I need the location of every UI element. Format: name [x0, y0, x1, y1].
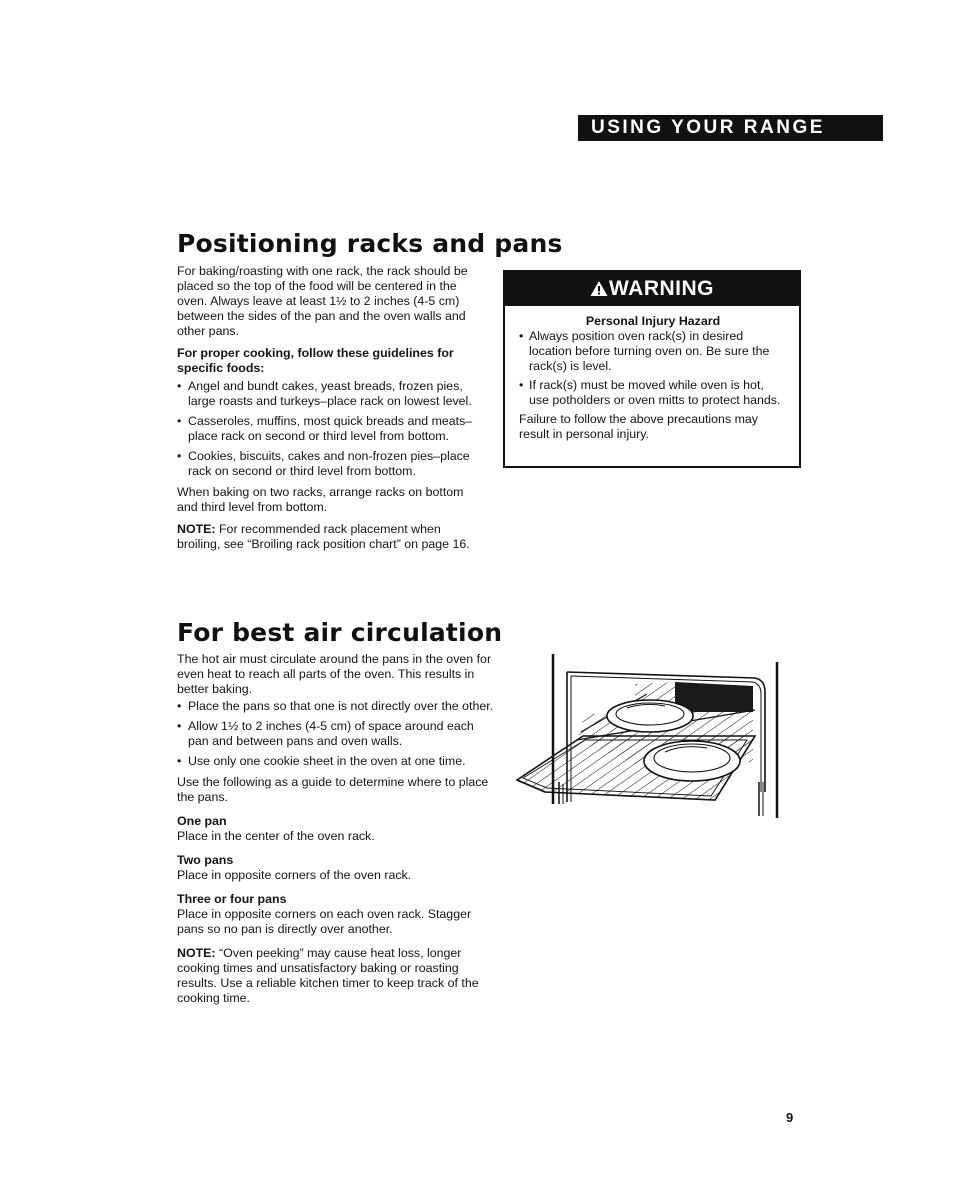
- warning-box: [503, 270, 801, 468]
- racks-note: [177, 522, 482, 552]
- guidelines-list: [177, 379, 482, 479]
- section-header-tab: USING YOUR RANGE: [578, 115, 883, 141]
- racks-section-body: [177, 264, 482, 559]
- racks-intro: For baking/roasting with one rack, the rack should be placed so the top of the food will be centered in the oven. Always leave at least 1½ to 2 inches (4-5 cm) between the sides of the pan and the oven walls and other pans.: [177, 264, 468, 338]
- case-label: Two pans: [177, 853, 234, 867]
- warning-triangle-icon: [590, 280, 608, 297]
- list-item: • Allow 1½ to 2 inches (4-5 cm) of space around each pan and between pans and oven walls.: [177, 719, 497, 749]
- case-text: Place in opposite corners on each oven rack. Stagger pans so no pan is directly over another.: [177, 907, 472, 936]
- page-number: 9: [786, 1110, 794, 1125]
- oven-rack-with-pans-illustration: [515, 652, 783, 820]
- two-racks-text: When baking on two racks, arrange racks on bottom and third level from bottom.: [177, 485, 464, 514]
- list-item: • If rack(s) must be moved while oven is hot, use potholders or oven mitts to protect hands.: [519, 378, 787, 408]
- warning-body: [505, 306, 799, 442]
- warning-footer: Failure to follow the above precautions may result in personal injury.: [519, 412, 758, 441]
- air-note: [177, 946, 497, 1006]
- case-label: One pan: [177, 814, 227, 828]
- note-text: For recommended rack placement when broiling, see “Broiling rack position chart” on page 16.: [177, 522, 470, 551]
- list-item: • Use only one cookie sheet in the oven at one time.: [177, 754, 497, 769]
- case-text: Place in opposite corners of the oven rack.: [177, 868, 412, 882]
- list-item: • Place the pans so that one is not directly over the other.: [177, 699, 497, 714]
- case-text: Place in the center of the oven rack.: [177, 829, 375, 843]
- racks-section-title: Positioning racks and pans: [177, 229, 563, 258]
- list-item: • Always position oven rack(s) in desired location before turning oven on. Be sure the rack(s) is level.: [519, 329, 787, 374]
- warning-list: [519, 329, 787, 408]
- air-intro: The hot air must circulate around the pans in the oven for even heat to reach all parts of the oven. This results in better baking.: [177, 652, 492, 696]
- list-item: • Casseroles, muffins, most quick breads and meats–place rack on second or third level from bottom.: [177, 414, 482, 444]
- warning-subtitle: Personal Injury Hazard: [585, 314, 721, 328]
- warning-header: [505, 272, 799, 306]
- list-item: • Cookies, biscuits, cakes and non-frozen pies–place rack on second or third level from bottom.: [177, 449, 482, 479]
- air-section-body: [177, 652, 497, 1013]
- list-item: • Angel and bundt cakes, yeast breads, frozen pies, large roasts and turkeys–place rack on lowest level.: [177, 379, 482, 409]
- air-list: [177, 699, 497, 769]
- case-label: Three or four pans: [177, 892, 287, 906]
- note-text: “Oven peeking” may cause heat loss, longer cooking times and unsatisfactory baking or roasting results. Use a reliable kitchen timer to keep track of the cooking time.: [177, 946, 479, 1005]
- guidelines-heading: For proper cooking, follow these guidelines for specific foods:: [177, 346, 454, 375]
- warning-heading: WARNING: [609, 277, 714, 300]
- note-label: NOTE:: [177, 522, 216, 536]
- guide-text: Use the following as a guide to determine where to place the pans.: [177, 775, 489, 804]
- air-section-title: For best air circulation: [177, 618, 503, 647]
- note-label: NOTE:: [177, 946, 216, 960]
